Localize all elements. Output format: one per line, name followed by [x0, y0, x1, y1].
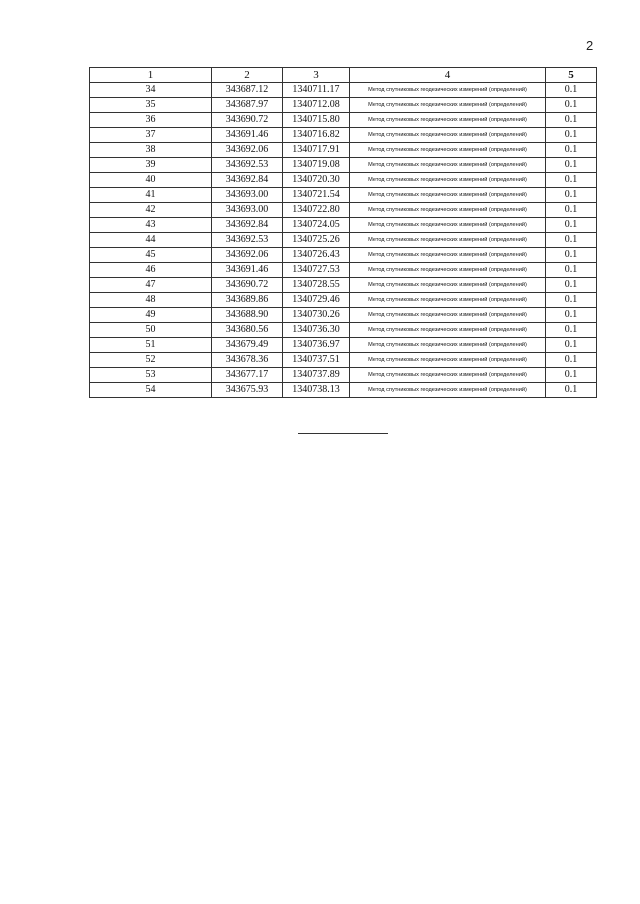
- cell-method: Метод спутниковых геодезических измерений (определений): [350, 293, 546, 308]
- header-col-4: 4: [350, 68, 546, 83]
- table-row: [90, 323, 597, 338]
- cell-accuracy: 0.1: [546, 308, 597, 323]
- cell-accuracy: 0.1: [546, 263, 597, 278]
- cell-point-number: 34: [90, 83, 212, 98]
- cell-point-number: 41: [90, 188, 212, 203]
- cell-y-coordinate: 1340712.08: [283, 98, 350, 113]
- cell-point-number: 48: [90, 293, 212, 308]
- cell-y-coordinate: 1340728.55: [283, 278, 350, 293]
- cell-point-number: 40: [90, 173, 212, 188]
- cell-accuracy: 0.1: [546, 338, 597, 353]
- table-row: [90, 218, 597, 233]
- cell-accuracy: 0.1: [546, 218, 597, 233]
- cell-accuracy: 0.1: [546, 323, 597, 338]
- coordinates-table: [89, 67, 597, 398]
- cell-point-number: 45: [90, 248, 212, 263]
- cell-x-coordinate: 343680.56: [212, 323, 283, 338]
- cell-y-coordinate: 1340720.30: [283, 173, 350, 188]
- cell-point-number: 52: [90, 353, 212, 368]
- cell-x-coordinate: 343691.46: [212, 128, 283, 143]
- cell-accuracy: 0.1: [546, 383, 597, 398]
- cell-x-coordinate: 343679.49: [212, 338, 283, 353]
- cell-method: Метод спутниковых геодезических измерений (определений): [350, 158, 546, 173]
- cell-x-coordinate: 343692.06: [212, 143, 283, 158]
- table-row: [90, 308, 597, 323]
- cell-point-number: 44: [90, 233, 212, 248]
- table-row: [90, 158, 597, 173]
- table-row: [90, 338, 597, 353]
- cell-method: Метод спутниковых геодезических измерений (определений): [350, 383, 546, 398]
- cell-accuracy: 0.1: [546, 233, 597, 248]
- table-row: [90, 188, 597, 203]
- cell-y-coordinate: 1340730.26: [283, 308, 350, 323]
- page-number: 2: [586, 38, 594, 53]
- cell-point-number: 35: [90, 98, 212, 113]
- cell-point-number: 49: [90, 308, 212, 323]
- cell-method: Метод спутниковых геодезических измерений (определений): [350, 98, 546, 113]
- cell-x-coordinate: 343677.17: [212, 368, 283, 383]
- cell-x-coordinate: 343687.97: [212, 98, 283, 113]
- cell-y-coordinate: 1340716.82: [283, 128, 350, 143]
- cell-x-coordinate: 343687.12: [212, 83, 283, 98]
- cell-method: Метод спутниковых геодезических измерений (определений): [350, 173, 546, 188]
- cell-method: Метод спутниковых геодезических измерений (определений): [350, 368, 546, 383]
- cell-y-coordinate: 1340727.53: [283, 263, 350, 278]
- cell-point-number: 38: [90, 143, 212, 158]
- table-row: [90, 368, 597, 383]
- table-row: [90, 248, 597, 263]
- cell-x-coordinate: 343692.53: [212, 233, 283, 248]
- header-col-1: 1: [90, 68, 212, 83]
- cell-y-coordinate: 1340711.17: [283, 83, 350, 98]
- header-col-5: 5: [546, 68, 597, 83]
- cell-y-coordinate: 1340726.43: [283, 248, 350, 263]
- cell-accuracy: 0.1: [546, 353, 597, 368]
- cell-point-number: 37: [90, 128, 212, 143]
- cell-method: Метод спутниковых геодезических измерений (определений): [350, 263, 546, 278]
- cell-y-coordinate: 1340736.30: [283, 323, 350, 338]
- cell-y-coordinate: 1340722.80: [283, 203, 350, 218]
- cell-accuracy: 0.1: [546, 113, 597, 128]
- cell-y-coordinate: 1340737.89: [283, 368, 350, 383]
- cell-x-coordinate: 343690.72: [212, 113, 283, 128]
- cell-x-coordinate: 343692.84: [212, 218, 283, 233]
- cell-point-number: 54: [90, 383, 212, 398]
- header-col-3: 3: [283, 68, 350, 83]
- cell-method: Метод спутниковых геодезических измерений (определений): [350, 188, 546, 203]
- cell-accuracy: 0.1: [546, 98, 597, 113]
- table-row: [90, 83, 597, 98]
- cell-x-coordinate: 343688.90: [212, 308, 283, 323]
- cell-x-coordinate: 343675.93: [212, 383, 283, 398]
- cell-y-coordinate: 1340724.05: [283, 218, 350, 233]
- table-row: [90, 233, 597, 248]
- cell-method: Метод спутниковых геодезических измерений (определений): [350, 203, 546, 218]
- cell-point-number: 47: [90, 278, 212, 293]
- cell-x-coordinate: 343693.00: [212, 203, 283, 218]
- cell-x-coordinate: 343689.86: [212, 293, 283, 308]
- cell-y-coordinate: 1340719.08: [283, 158, 350, 173]
- table-row: [90, 143, 597, 158]
- cell-y-coordinate: 1340721.54: [283, 188, 350, 203]
- table-row: [90, 203, 597, 218]
- cell-y-coordinate: 1340738.13: [283, 383, 350, 398]
- cell-accuracy: 0.1: [546, 203, 597, 218]
- cell-method: Метод спутниковых геодезических измерений (определений): [350, 143, 546, 158]
- cell-method: Метод спутниковых геодезических измерений (определений): [350, 248, 546, 263]
- cell-accuracy: 0.1: [546, 173, 597, 188]
- cell-accuracy: 0.1: [546, 143, 597, 158]
- cell-x-coordinate: 343691.46: [212, 263, 283, 278]
- table-row: [90, 293, 597, 308]
- table-header-row: [90, 68, 597, 83]
- cell-x-coordinate: 343693.00: [212, 188, 283, 203]
- table-row: [90, 353, 597, 368]
- cell-point-number: 46: [90, 263, 212, 278]
- cell-x-coordinate: 343690.72: [212, 278, 283, 293]
- cell-accuracy: 0.1: [546, 128, 597, 143]
- table-row: [90, 173, 597, 188]
- cell-method: Метод спутниковых геодезических измерений (определений): [350, 338, 546, 353]
- cell-accuracy: 0.1: [546, 158, 597, 173]
- cell-point-number: 39: [90, 158, 212, 173]
- cell-accuracy: 0.1: [546, 188, 597, 203]
- cell-method: Метод спутниковых геодезических измерений (определений): [350, 233, 546, 248]
- cell-y-coordinate: 1340737.51: [283, 353, 350, 368]
- cell-x-coordinate: 343692.53: [212, 158, 283, 173]
- cell-point-number: 42: [90, 203, 212, 218]
- cell-method: Метод спутниковых геодезических измерений (определений): [350, 83, 546, 98]
- table-body: [90, 83, 597, 398]
- cell-accuracy: 0.1: [546, 278, 597, 293]
- table-row: [90, 278, 597, 293]
- cell-y-coordinate: 1340717.91: [283, 143, 350, 158]
- cell-accuracy: 0.1: [546, 368, 597, 383]
- cell-y-coordinate: 1340715.80: [283, 113, 350, 128]
- cell-y-coordinate: 1340729.46: [283, 293, 350, 308]
- cell-x-coordinate: 343678.36: [212, 353, 283, 368]
- cell-y-coordinate: 1340725.26: [283, 233, 350, 248]
- cell-x-coordinate: 343692.06: [212, 248, 283, 263]
- table-row: [90, 383, 597, 398]
- cell-x-coordinate: 343692.84: [212, 173, 283, 188]
- cell-method: Метод спутниковых геодезических измерений (определений): [350, 323, 546, 338]
- cell-accuracy: 0.1: [546, 293, 597, 308]
- cell-accuracy: 0.1: [546, 83, 597, 98]
- cell-y-coordinate: 1340736.97: [283, 338, 350, 353]
- cell-point-number: 53: [90, 368, 212, 383]
- table-row: [90, 263, 597, 278]
- cell-method: Метод спутниковых геодезических измерений (определений): [350, 218, 546, 233]
- cell-method: Метод спутниковых геодезических измерений (определений): [350, 278, 546, 293]
- cell-point-number: 50: [90, 323, 212, 338]
- header-col-2: 2: [212, 68, 283, 83]
- table-row: [90, 113, 597, 128]
- cell-point-number: 43: [90, 218, 212, 233]
- separator-line: [298, 433, 388, 434]
- cell-accuracy: 0.1: [546, 248, 597, 263]
- cell-method: Метод спутниковых геодезических измерений (определений): [350, 353, 546, 368]
- cell-point-number: 36: [90, 113, 212, 128]
- cell-method: Метод спутниковых геодезических измерений (определений): [350, 308, 546, 323]
- table-row: [90, 128, 597, 143]
- cell-method: Метод спутниковых геодезических измерений (определений): [350, 128, 546, 143]
- cell-point-number: 51: [90, 338, 212, 353]
- cell-method: Метод спутниковых геодезических измерений (определений): [350, 113, 546, 128]
- table-row: [90, 98, 597, 113]
